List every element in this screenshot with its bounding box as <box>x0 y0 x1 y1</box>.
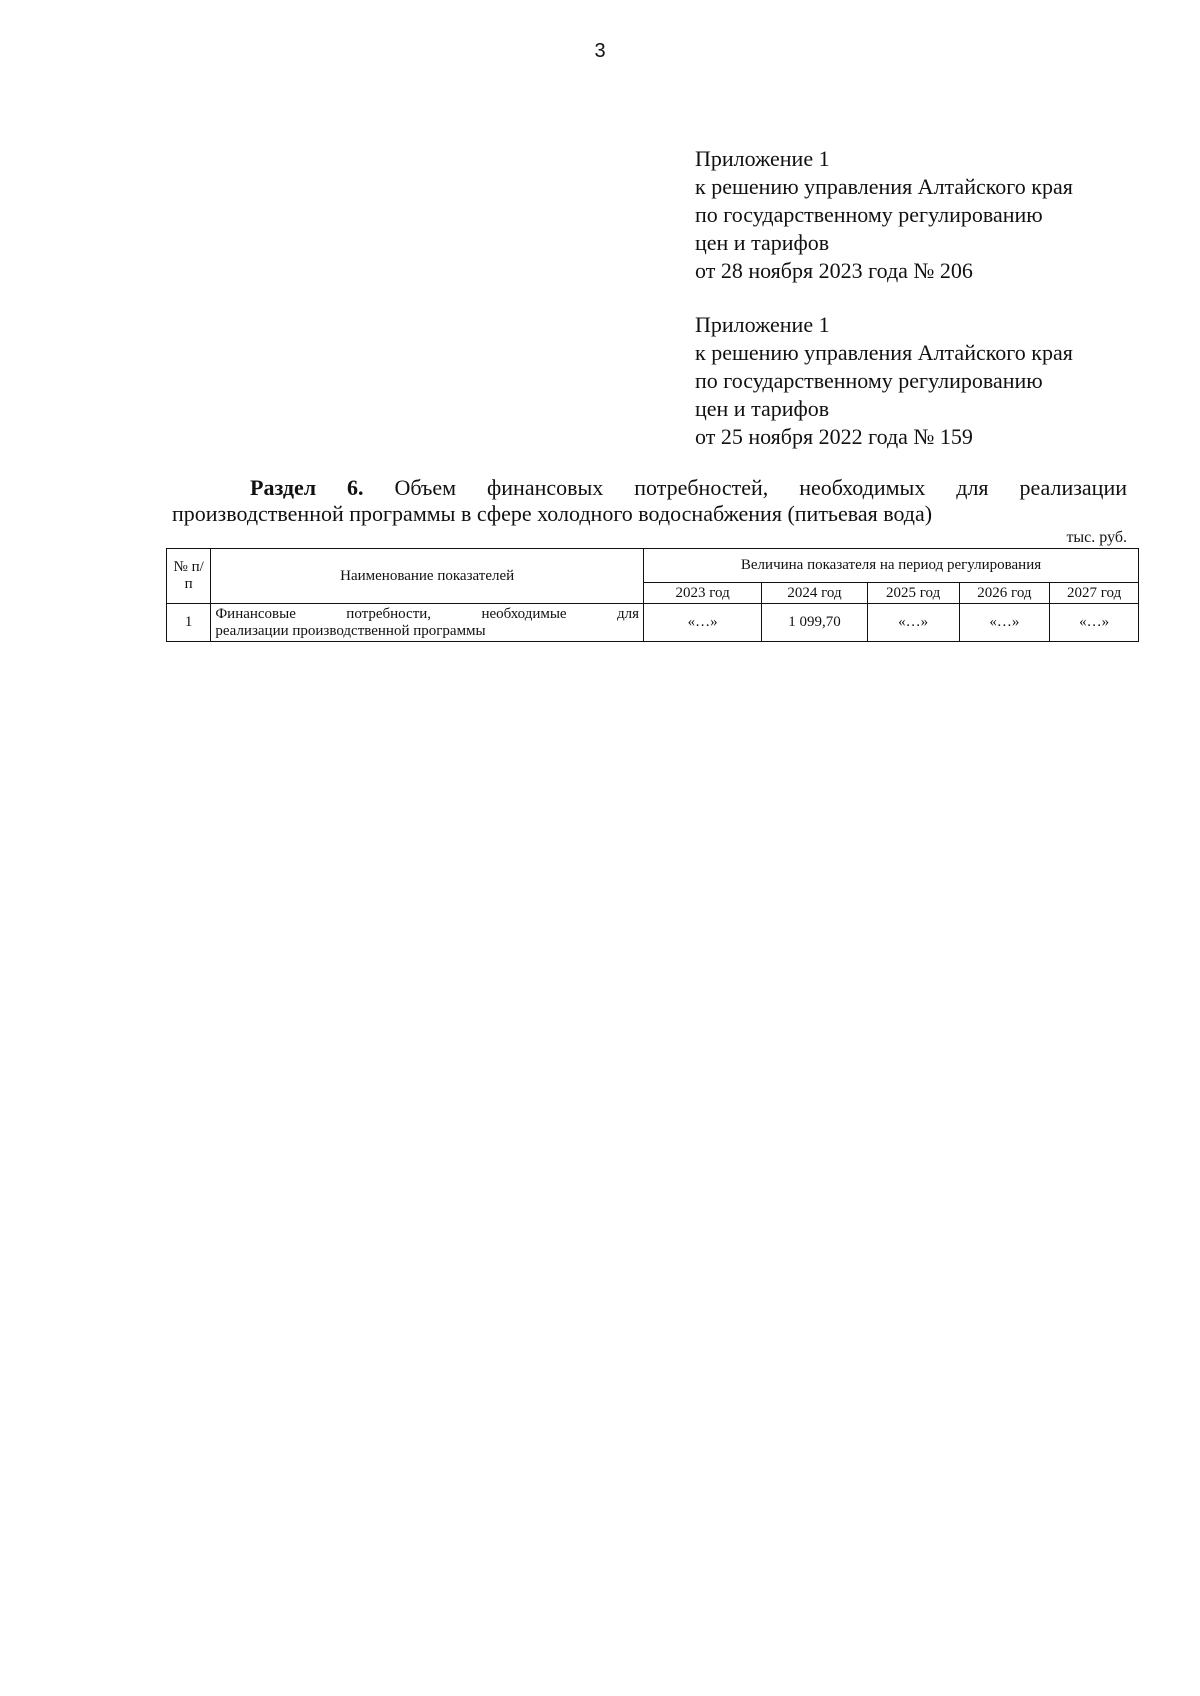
appendix-line: от 28 ноября 2023 года № 206 <box>695 258 973 283</box>
year-header: 2027 год <box>1050 583 1139 604</box>
section-label: Раздел 6. <box>250 475 364 500</box>
year-header: 2026 год <box>959 583 1050 604</box>
row-num: 1 <box>167 604 211 642</box>
table-row <box>167 604 1139 642</box>
appendix-line: к решению управления Алтайского края <box>695 340 1073 365</box>
section-title-text: Объем финансовых потребностей, необходимых для реализации <box>394 475 1127 500</box>
units-label: тыс. руб. <box>1066 529 1127 546</box>
year-header: 2023 год <box>644 583 762 604</box>
section-title <box>172 475 1127 527</box>
row-name-line1: Финансовые потребности, необходимые для <box>215 605 640 622</box>
section-title-line1 <box>172 475 1127 501</box>
appendix-line: по государственному регулированию <box>695 368 1043 393</box>
appendix-previous <box>695 311 1175 451</box>
appendix-line: от 25 ноября 2022 года № 159 <box>695 424 973 449</box>
row-value: 1 099,70 <box>762 604 868 642</box>
appendix-line: Приложение 1 <box>695 146 830 171</box>
row-name-line2: реализации производственной программы <box>215 622 486 639</box>
year-header: 2025 год <box>867 583 959 604</box>
page-number: 3 <box>594 40 606 62</box>
financial-needs-table <box>166 548 1139 642</box>
appendix-line: к решению управления Алтайского края <box>695 174 1073 199</box>
row-value: «…» <box>644 604 762 642</box>
appendix-line: цен и тарифов <box>695 396 830 421</box>
col-name-header: Наименование показателей <box>211 549 644 604</box>
row-value: «…» <box>959 604 1050 642</box>
col-num-header: № п/п <box>167 549 211 604</box>
row-name <box>211 604 644 642</box>
appendix-current <box>695 145 1175 285</box>
row-value: «…» <box>867 604 959 642</box>
table-header-row <box>167 549 1139 583</box>
year-header: 2024 год <box>762 583 868 604</box>
appendix-line: цен и тарифов <box>695 230 830 255</box>
appendix-line: по государственному регулированию <box>695 202 1043 227</box>
group-header: Величина показателя на период регулирования <box>644 549 1139 583</box>
row-value: «…» <box>1050 604 1139 642</box>
appendix-line: Приложение 1 <box>695 312 830 337</box>
section-title-line2: производственной программы в сфере холодного водоснабжения (питьевая вода) <box>172 501 933 526</box>
